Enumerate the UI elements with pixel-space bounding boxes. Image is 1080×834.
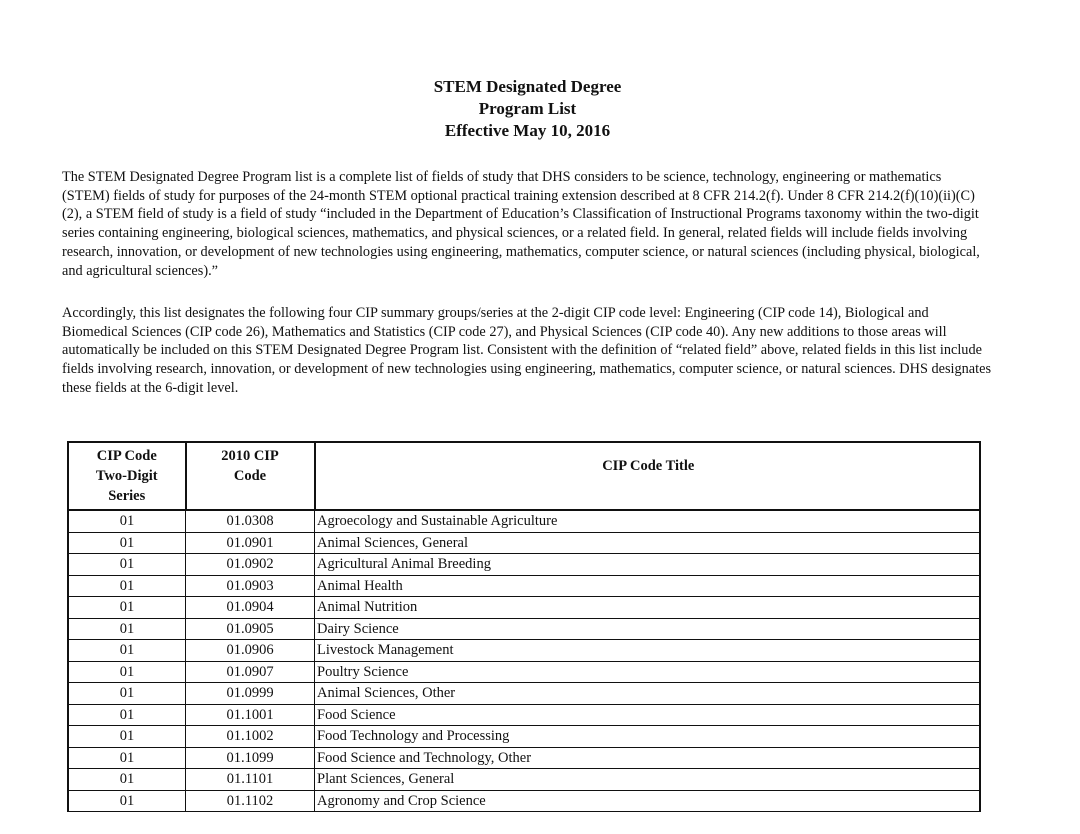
header-cip-code-title: CIP Code Title xyxy=(315,442,981,510)
cell-cip-title: Dairy Science xyxy=(315,618,981,640)
cell-cip-title: Animal Nutrition xyxy=(315,597,981,619)
cell-series: 01 xyxy=(68,747,186,769)
title-line-3-effective-date: Effective May 10, 2016 xyxy=(444,121,611,140)
table-row xyxy=(68,769,980,791)
title-line-2: Program List xyxy=(478,99,577,118)
cell-cip-code: 01.0905 xyxy=(186,618,315,640)
table-row xyxy=(68,683,980,705)
table-row xyxy=(68,747,980,769)
cell-cip-title: Livestock Management xyxy=(315,640,981,662)
cell-series: 01 xyxy=(68,532,186,554)
cell-series: 01 xyxy=(68,769,186,791)
cell-series: 01 xyxy=(68,790,186,812)
header-two-digit-series: CIP Code Two-Digit Series xyxy=(68,442,186,510)
cell-cip-title: Plant Sciences, General xyxy=(315,769,981,791)
cell-series: 01 xyxy=(68,618,186,640)
cell-series: 01 xyxy=(68,683,186,705)
cell-series: 01 xyxy=(68,510,186,532)
designation-paragraph: Accordingly, this list designates the following four CIP summary groups/series at the 2-digit CIP code level: Engineering (CIP code 14), Biological and Biomedical Sciences (CIP code 26), Mathematics and Statistics (CIP code 27), and Physical Sciences (CIP code 40). Any new additions to those areas will automatically be included on this STEM Designated Degree Program list. Consistent with the definition of “related field” above, related fields in this list include fields involving research, innovation, or development of new technologies using engineering, mathematics, computer science, or natural sciences. DHS designates these fields at the 6-digit level. xyxy=(62,305,992,396)
cell-cip-code: 01.0903 xyxy=(186,575,315,597)
cell-cip-code: 01.0999 xyxy=(186,683,315,705)
cell-series: 01 xyxy=(68,704,186,726)
cell-cip-title: Agroecology and Sustainable Agriculture xyxy=(315,510,981,532)
cell-cip-title: Animal Health xyxy=(315,575,981,597)
cell-cip-title: Animal Sciences, General xyxy=(315,532,981,554)
cell-series: 01 xyxy=(68,597,186,619)
cell-cip-title: Agronomy and Crop Science xyxy=(315,790,981,812)
cell-cip-title: Food Science and Technology, Other xyxy=(315,747,981,769)
table-row xyxy=(68,661,980,683)
table-row xyxy=(68,532,980,554)
cell-cip-code: 01.1099 xyxy=(186,747,315,769)
cell-cip-code: 01.0901 xyxy=(186,532,315,554)
cell-cip-code: 01.1001 xyxy=(186,704,315,726)
table-body xyxy=(68,510,980,812)
cell-series: 01 xyxy=(68,726,186,748)
table-header-row xyxy=(68,442,980,510)
cell-series: 01 xyxy=(68,575,186,597)
table-row xyxy=(68,790,980,812)
cell-cip-title: Poultry Science xyxy=(315,661,981,683)
cell-cip-title: Animal Sciences, Other xyxy=(315,683,981,705)
cell-cip-code: 01.0308 xyxy=(186,510,315,532)
cell-series: 01 xyxy=(68,661,186,683)
table-row xyxy=(68,726,980,748)
table-row xyxy=(68,575,980,597)
cell-cip-code: 01.1102 xyxy=(186,790,315,812)
table-row xyxy=(68,554,980,576)
table-row xyxy=(68,618,980,640)
cell-cip-title: Food Technology and Processing xyxy=(315,726,981,748)
cell-cip-code: 01.0906 xyxy=(186,640,315,662)
cell-cip-code: 01.1101 xyxy=(186,769,315,791)
cip-code-table xyxy=(67,441,981,812)
header-2010-cip-code: 2010 CIP Code xyxy=(186,442,315,510)
table-row xyxy=(68,510,980,532)
cell-cip-code: 01.0904 xyxy=(186,597,315,619)
table-row xyxy=(68,640,980,662)
intro-paragraph: The STEM Designated Degree Program list is a complete list of fields of study that DHS considers to be science, technology, engineering or mathematics (STEM) fields of study for purposes of the 24-month STEM optional practical training extension described at 8 CFR 214.2(f). Under 8 CFR 214.2(f)(10)(ii)(C)(2), a STEM field of study is a field of study “included in the Department of Education’s Classification of Instructional Programs taxonomy within the two-digit series containing engineering, biological sciences, mathematics, and physical sciences, or a related field. In general, related fields will include fields involving research, innovation, or development of new technologies using engineering, mathematics, computer science, or natural sciences (including physical, biological, and agricultural sciences).” xyxy=(62,169,980,279)
cell-series: 01 xyxy=(68,640,186,662)
cell-cip-code: 01.1002 xyxy=(186,726,315,748)
cell-cip-code: 01.0907 xyxy=(186,661,315,683)
table-row xyxy=(68,597,980,619)
table-row xyxy=(68,704,980,726)
cell-cip-title: Agricultural Animal Breeding xyxy=(315,554,981,576)
cell-series: 01 xyxy=(68,554,186,576)
cell-cip-title: Food Science xyxy=(315,704,981,726)
title-line-1: STEM Designated Degree xyxy=(433,77,622,96)
cell-cip-code: 01.0902 xyxy=(186,554,315,576)
document-title xyxy=(0,76,1055,142)
